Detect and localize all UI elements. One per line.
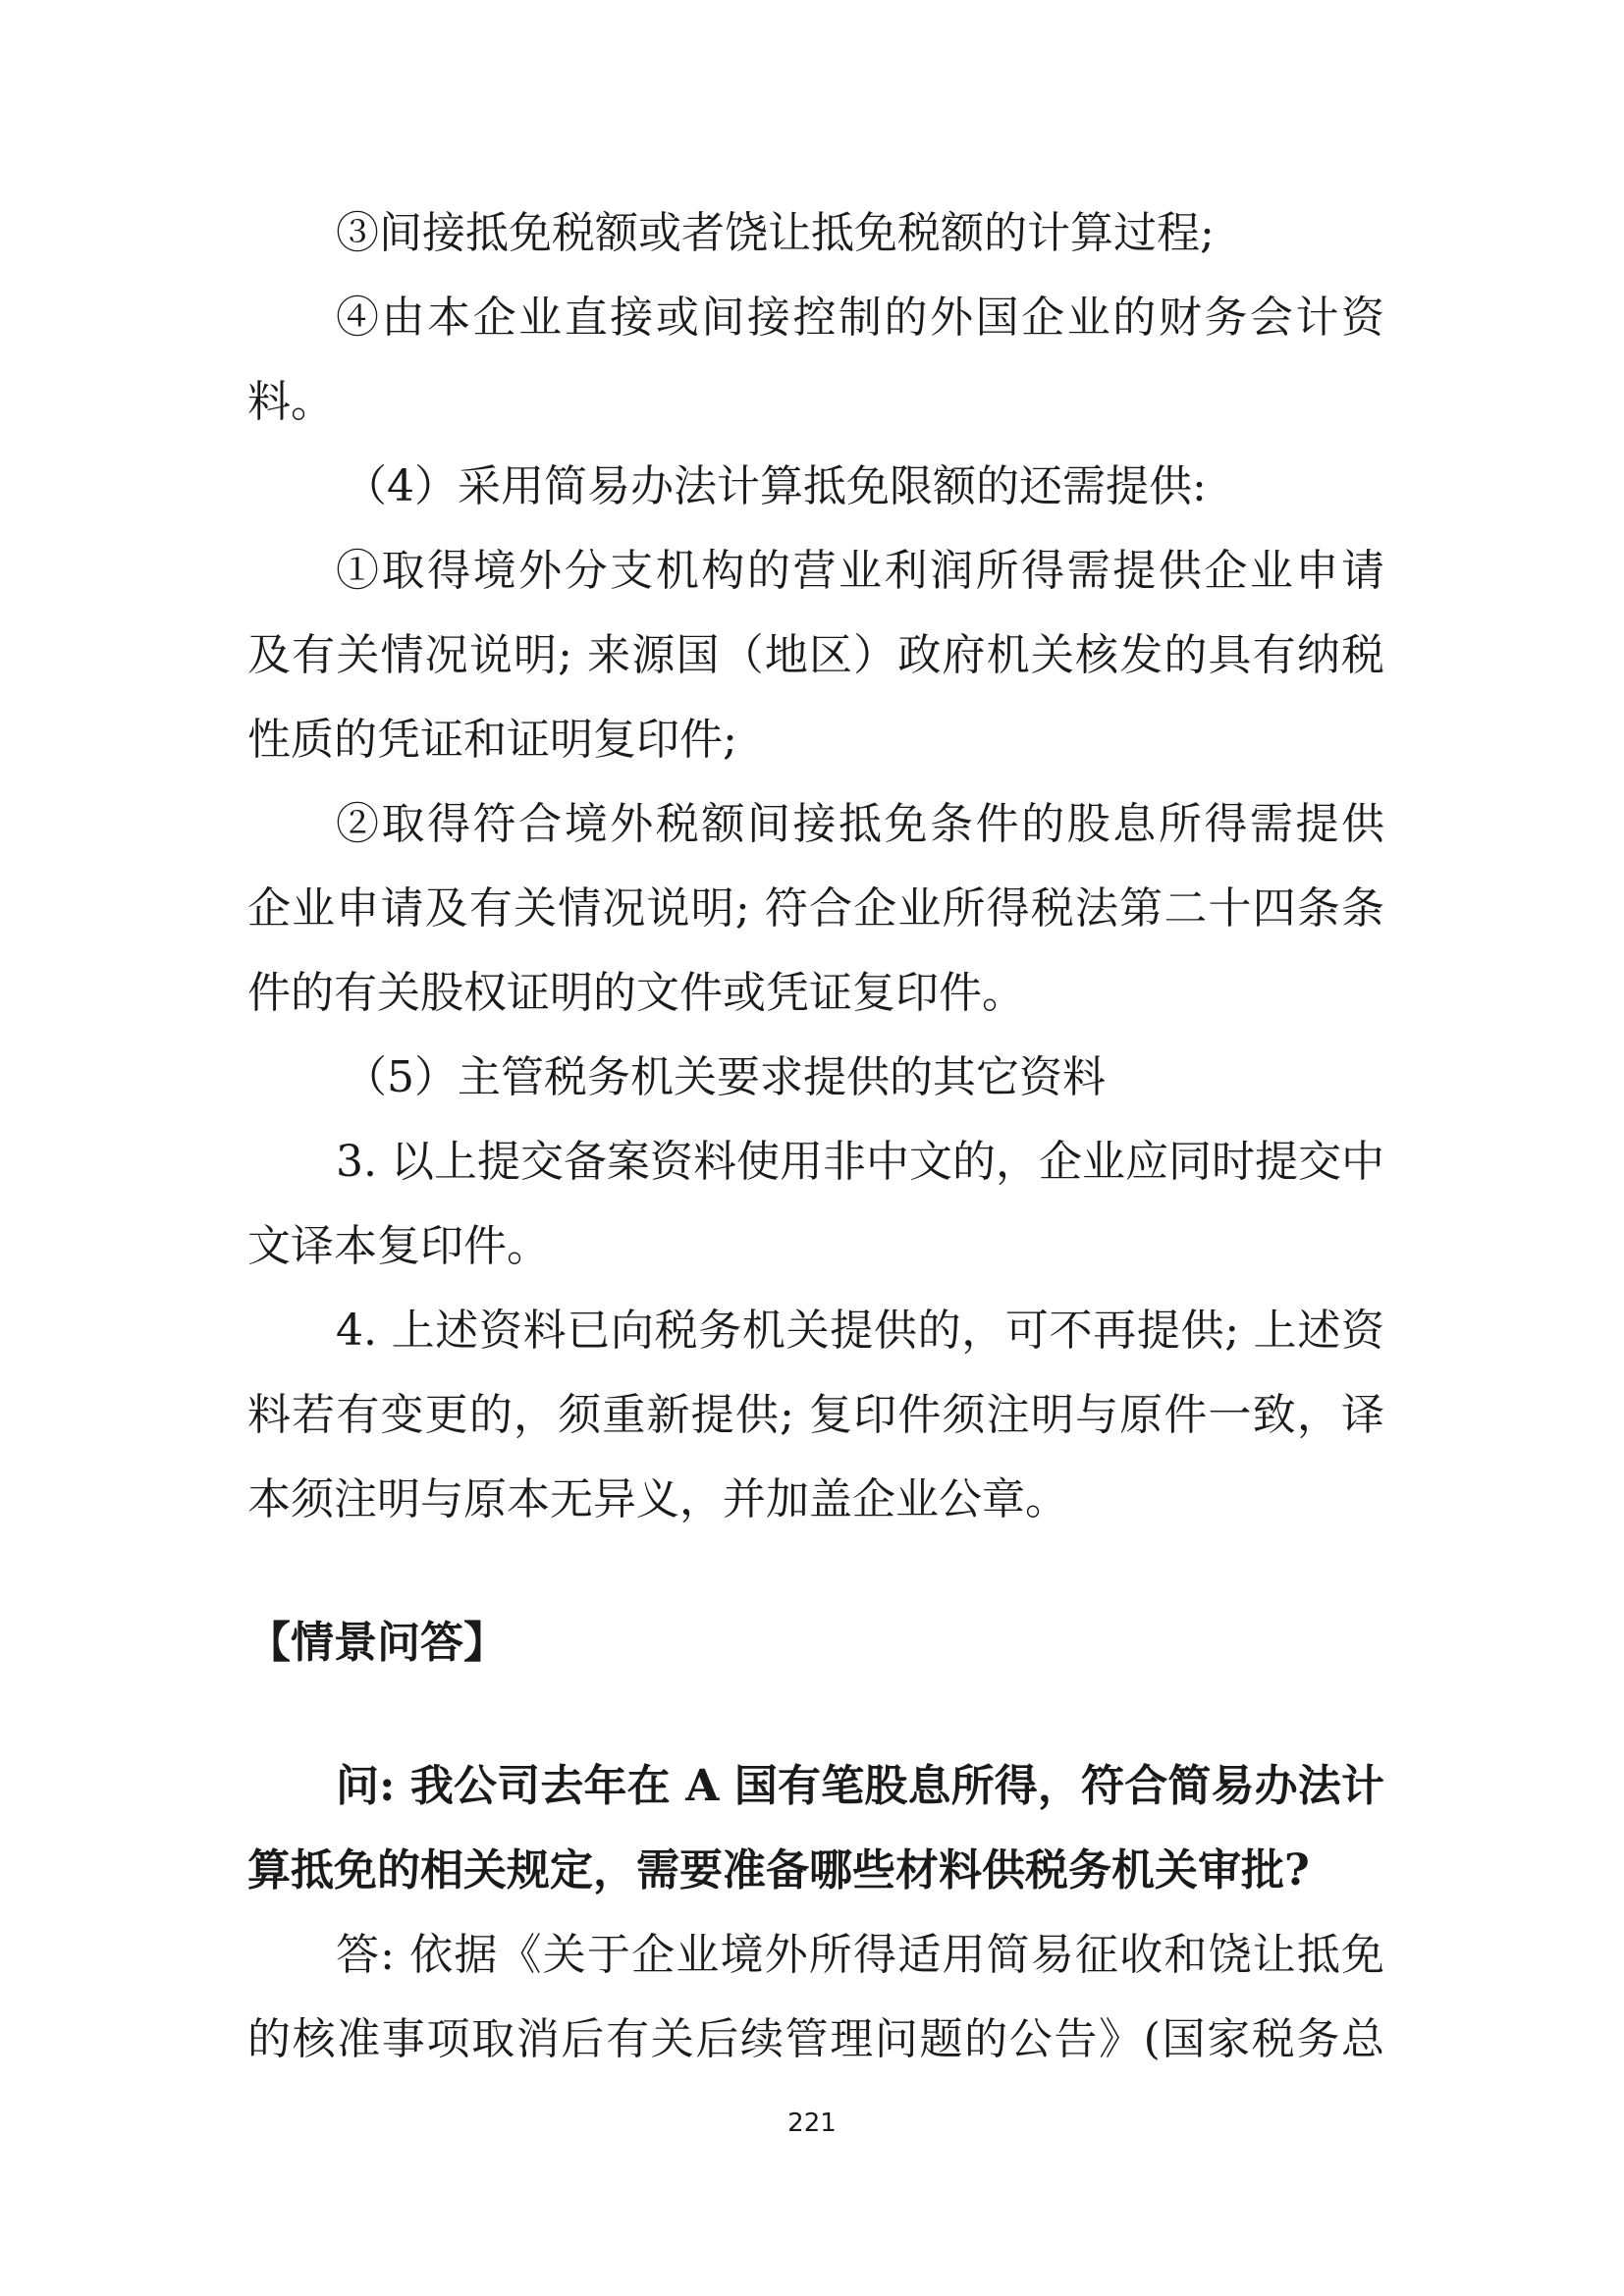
paragraph-line: 企业申请及有关情况说明; 符合企业所得税法第二十四条条 (247, 883, 1384, 934)
section-heading: 【情景问答】 (247, 1618, 507, 1668)
paragraph-line: 性质的凭证和证明复印件; (247, 715, 737, 765)
answer-line: 的核准事项取消后有关后续管理问题的公告》(国家税务总 (247, 2014, 1384, 2064)
paragraph-line: 及有关情况说明; 来源国（地区）政府机关核发的具有纳税 (247, 630, 1384, 680)
paragraph-line: ②取得符合境外税额间接抵免条件的股息所得需提供 (336, 799, 1384, 849)
paragraph-line: （5）主管税务机关要求提供的其它资料 (344, 1052, 1106, 1102)
paragraph-line: 文译本复印件。 (247, 1221, 550, 1271)
paragraph-line: （4）采用简易办法计算抵免限额的还需提供: (344, 461, 1207, 511)
paragraph-line: 料。 (247, 377, 334, 427)
paragraph-line: 件的有关股权证明的文件或凭证复印件。 (247, 968, 1025, 1018)
page-number: 221 (787, 2109, 837, 2138)
question-line: 问: 我公司去年在 A 国有笔股息所得，符合简易办法计 (336, 1761, 1384, 1811)
answer-line: 答: 依据《关于企业境外所得适用简易征收和饶让抵免 (336, 1930, 1384, 1980)
paragraph-line: ①取得境外分支机构的营业利润所得需提供企业申请 (336, 546, 1384, 596)
paragraph-line: 料若有变更的，须重新提供; 复印件须注明与原件一致，译 (247, 1390, 1384, 1440)
paragraph-line: ③间接抵免税额或者饶让抵免税额的计算过程; (336, 208, 1215, 258)
paragraph-line: 3. 以上提交备案资料使用非中文的，企业应同时提交中 (336, 1137, 1384, 1187)
document-page (247, 191, 1384, 2082)
paragraph-line: 本须注明与原本无异义，并加盖企业公章。 (247, 1474, 1068, 1524)
question-line: 算抵免的相关规定，需要准备哪些材料供税务机关审批? (247, 1845, 1310, 1896)
paragraph-line: 4. 上述资料已向税务机关提供的，可不再提供; 上述资 (336, 1306, 1384, 1356)
paragraph-line: ④由本企业直接或间接控制的外国企业的财务会计资 (336, 293, 1384, 343)
